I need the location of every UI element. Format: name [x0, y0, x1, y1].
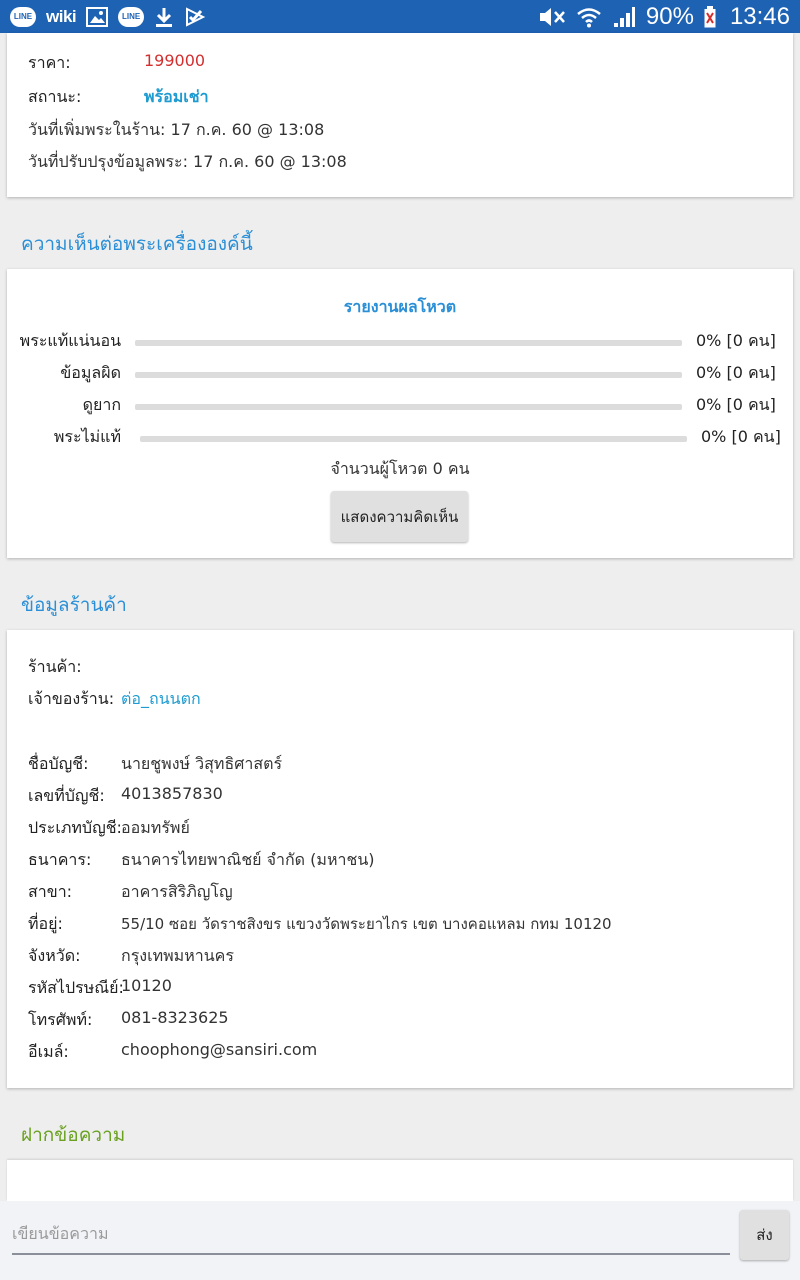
wiki-app-icon: wiki	[46, 6, 77, 26]
opinion-card	[7, 269, 793, 558]
vote-bar-fake	[140, 436, 687, 442]
show-opinion-button[interactable]: แสดงความคิดเห็น	[331, 491, 468, 542]
price-label: ราคา:	[28, 53, 71, 72]
message-heading: ฝากข้อความ	[21, 1124, 126, 1146]
voter-count: จำนวนผู้โหวต 0 คน	[330, 459, 470, 478]
vote-bar-wrong-info	[135, 372, 682, 378]
owner-link[interactable]: ต่อ_ถนนตก	[121, 689, 201, 708]
account-number-value: 4013857830	[121, 784, 223, 803]
postcode-value: 10120	[121, 976, 172, 995]
vote-label-wrong-info: ข้อมูลผิด	[60, 363, 121, 382]
battery-percentage: 90%	[645, 2, 694, 30]
vote-bar-hard-to-tell	[135, 404, 682, 410]
account-name-value: นายชูพงษ์ วิสุทธิศาสตร์	[121, 754, 283, 773]
province-value: กรุงเทพมหานคร	[121, 946, 234, 965]
phone-value: 081-8323625	[121, 1008, 229, 1027]
account-type-value: ออมทรัพย์	[121, 818, 190, 837]
vote-bar-authentic	[135, 340, 682, 346]
image-icon	[86, 5, 108, 29]
shop-card	[7, 630, 793, 1088]
account-type-label: ประเภทบัญชี:	[28, 818, 122, 837]
email-value: choophong@sansiri.com	[121, 1040, 318, 1059]
address-value: 55/10 ซอย วัดราชสิงขร แขวงวัดพระยาไกร เขต บางคอแหลม กทม 10120	[121, 915, 612, 933]
postcode-label: รหัสไปรษณีย์:	[28, 978, 124, 997]
vote-report-title: รายงานผลโหวต	[343, 297, 457, 316]
opinion-heading: ความเห็นต่อพระเครื่ององค์นี้	[21, 233, 253, 255]
date-updated: วันที่ปรับปรุงข้อมูลพระ: 17 ก.ค. 60 @ 13:08	[28, 152, 347, 171]
mute-icon	[538, 5, 566, 29]
notification-icons	[10, 5, 206, 29]
line-app-icon: LINE	[10, 7, 36, 27]
address-label: ที่อยู่:	[28, 914, 63, 933]
clock: 13:46	[729, 2, 790, 30]
owner-label: เจ้าของร้าน:	[28, 689, 115, 708]
checkmark-app-icon	[184, 5, 206, 29]
battery-icon	[704, 5, 716, 29]
branch-label: สาขา:	[28, 882, 73, 901]
send-button[interactable]: ส่ง	[740, 1210, 789, 1260]
item-info-card	[7, 33, 793, 197]
branch-value: อาคารสิริภิญโญ	[121, 882, 233, 901]
vote-label-authentic: พระแท้แน่นอน	[19, 331, 121, 350]
signal-icon	[612, 5, 636, 29]
date-added: วันที่เพิ่มพระในร้าน: 17 ก.ค. 60 @ 13:08	[28, 120, 325, 139]
province-label: จังหวัด:	[28, 946, 81, 965]
system-status	[538, 3, 790, 31]
status-bar	[0, 0, 800, 33]
vote-label-fake: พระไม่แท้	[53, 427, 121, 446]
download-icon	[154, 5, 174, 29]
bank-label: ธนาคาร:	[28, 850, 92, 869]
status-label: สถานะ:	[28, 87, 82, 106]
vote-value-fake: 0% [0 คน]	[701, 427, 781, 446]
vote-value-wrong-info: 0% [0 คน]	[696, 363, 776, 382]
bank-value: ธนาคารไทยพาณิชย์ จำกัด (มหาชน)	[121, 850, 375, 869]
vote-value-hard-to-tell: 0% [0 คน]	[696, 395, 776, 414]
shop-heading: ข้อมูลร้านค้า	[21, 594, 127, 616]
account-name-label: ชื่อบัญชี:	[28, 754, 89, 773]
status-value: พร้อมเช่า	[144, 87, 209, 106]
price-value: 199000	[144, 51, 206, 70]
wifi-icon	[576, 5, 602, 29]
line-app-icon-2: LINE	[118, 7, 144, 27]
phone-label: โทรศัพท์:	[28, 1010, 93, 1029]
message-composer	[0, 1201, 800, 1280]
message-input[interactable]	[12, 1213, 730, 1255]
vote-label-hard-to-tell: ดูยาก	[82, 395, 121, 414]
vote-value-authentic: 0% [0 คน]	[696, 331, 776, 350]
shop-name-label: ร้านค้า:	[28, 657, 82, 676]
message-card	[7, 1160, 793, 1201]
account-number-label: เลขที่บัญชี:	[28, 786, 105, 805]
email-label: อีเมล์:	[28, 1042, 69, 1061]
